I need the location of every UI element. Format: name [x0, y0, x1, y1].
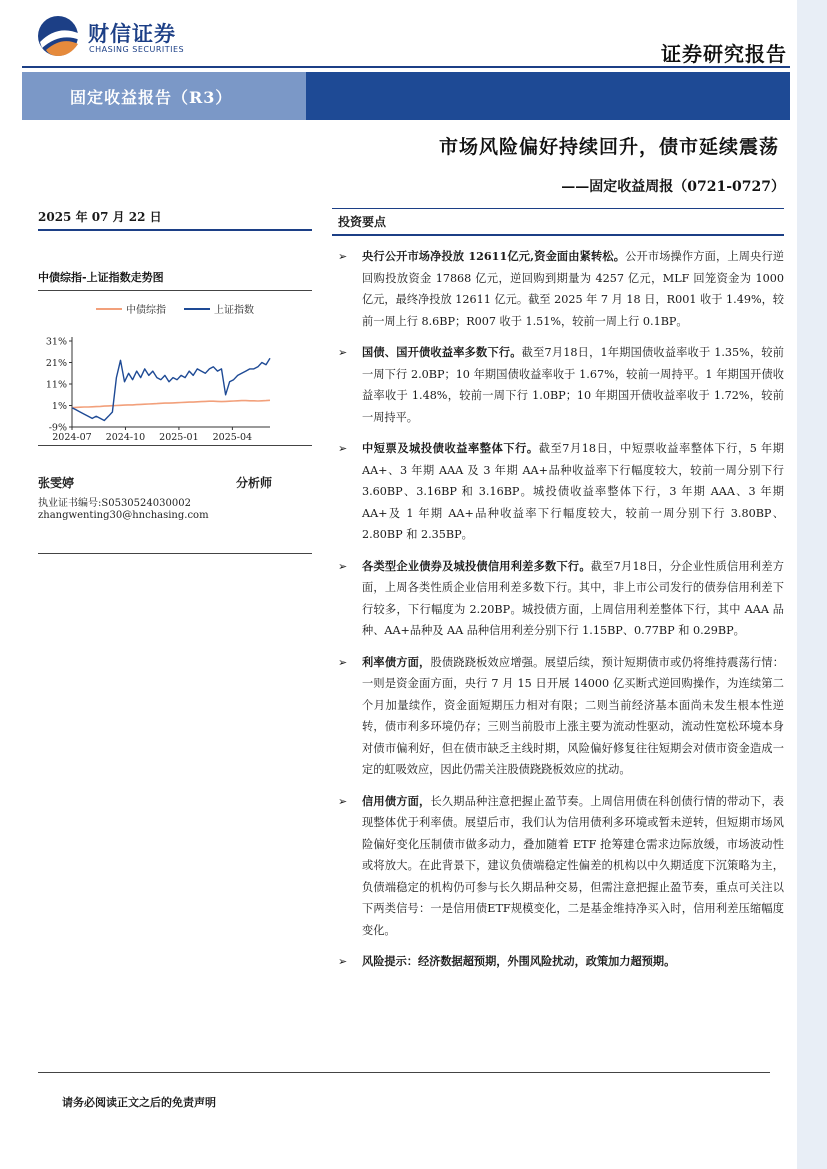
highlight-body: 股债跷跷板效应增强。展望后续，预计短期债市或仍将维持震荡行情：一则是资金面方面，央行 7 月 15 日开展 14000 亿买断式逆回购操作，为连续第二个月加量续作，资金面短期压力相对有限；二则当前经济基本面尚未发生根本性逆转，债市利多环境仍存；三则当前股市上涨主要为流动性驱动，流动性宽松环境本身对债市偏利好，但在债市缺乏主线时期，风险偏好修复往往短期会对债市资金造成一定的虹吸效应，因此仍需关注股债跷跷板效应的扰动。	[362, 655, 784, 776]
highlight-item	[332, 438, 784, 546]
analyst-cert: 执业证书编号:S0530524030002	[38, 498, 191, 509]
logo-text-cn: 财信证券	[88, 22, 176, 46]
highlight-lead: 中短票及城投债收益率整体下行。	[362, 441, 539, 455]
arrow-bullet-icon: ➢	[338, 442, 348, 455]
right-edge-strip	[797, 0, 827, 1169]
highlight-lead: 利率债方面，	[362, 654, 431, 669]
highlights-list	[332, 246, 784, 973]
highlight-body: 截至7月18日，1年期国债收益率收于 1.35%，较前一周下行 2.0BP；10 年期国债收益率收于 1.67%，较前一周持平。1 年期国开债收益率收于 1.48%，较前一周下行 1.0BP；10 年期国开债收益率收于 1.72%，较前一周持平。	[362, 346, 784, 424]
y-tick-label: 21%	[45, 358, 67, 369]
highlight-item	[332, 652, 784, 781]
chart-divider	[38, 445, 312, 446]
page-subtitle: ——固定收益周报（0721-0727）	[561, 179, 785, 195]
arrow-bullet-icon: ➢	[338, 955, 348, 968]
report-date: 2025 年 07 月 22 日	[38, 208, 312, 231]
highlight-item	[332, 556, 784, 642]
footer-divider	[38, 1072, 770, 1073]
sidebar-column	[38, 208, 312, 554]
highlight-lead: 信用债方面，	[362, 793, 431, 808]
series-line-sse-index	[72, 358, 270, 420]
y-tick-label: 1%	[51, 401, 67, 412]
arrow-bullet-icon: ➢	[338, 794, 348, 808]
highlight-lead: 风险提示：经济数据超预期，外围风险扰动，政策加力超预期。	[362, 954, 676, 968]
highlights-heading: 投资要点	[332, 208, 784, 236]
category-banner	[22, 72, 790, 120]
header-divider	[22, 66, 790, 68]
logo-text-en: CHASING SECURITIES	[89, 45, 185, 54]
highlight-item	[332, 951, 784, 973]
arrow-bullet-icon: ➢	[338, 655, 348, 669]
banner-fill	[306, 72, 790, 120]
arrow-bullet-icon: ➢	[338, 559, 348, 573]
analyst-name: 张雯婷	[38, 476, 75, 490]
y-tick-label: 31%	[45, 336, 67, 348]
highlight-item	[332, 342, 784, 428]
arrow-bullet-icon: ➢	[338, 346, 348, 359]
x-tick-label: 2025-01	[159, 432, 199, 443]
disclaimer-text: 请务必阅读正文之后的免责声明	[62, 1096, 216, 1109]
analyst-divider	[38, 553, 312, 554]
x-tick-label: 2024-10	[105, 432, 146, 443]
highlight-body: 截至7月18日，中短票收益率整体下行，5 年期 AA+、3 年期 AAA 及 3 年期 AA+品种收益率下行幅度较大，较前一周分别下行 3.60BP、3.16BP 和 3.16BP。城投债收益率整体下行，3 年期 AAA、3 年期 AA+及 1 年期 AA+品种收益率下行幅度较大，较前一周分别下行 3.80BP、2.80BP 和 2.35BP。	[362, 442, 784, 541]
logo-mark-icon	[36, 14, 82, 58]
analyst-role: 分析师	[235, 476, 272, 490]
index-trend-chart	[38, 297, 312, 443]
highlight-body: 公开市场操作方面，上周央行逆回购投放资金 17868 亿元，逆回购到期量为 4257 亿元，MLF 回笼资金为 1000 亿元，最终净投放 12611 亿元。截至 2025 年 7 月 18 日，R001 收于 1.49%，较前一周上行 8.6BP；R007 收于 1.51%，较前一周上行 0.1BP。	[362, 250, 784, 328]
report-type-label: 证券研究报告	[661, 42, 787, 66]
highlight-body: 长久期品种注意把握止盈节奏。上周信用债在科创债行情的带动下，表现整体优于利率债。展望后市，我们认为信用债利多环境或暂未逆转，但短期市场风险偏好变化压制债市做多动力，叠加随着 ETF 抢筹建仓需求边际放缓，市场波动性或将放大。在此背景下，建议负债端稳定性偏差的机构以中久期适度下沉策略为主，负债端稳定的机构仍可参与长久期品种交易，但需注意把握止盈节奏，重点可关注以下两类信号：一是信用债ETF规模变化，二是基金维持净买入时，信用利差压缩幅度变化。	[362, 794, 784, 937]
company-logo	[36, 14, 196, 58]
y-tick-label: -9%	[48, 422, 67, 434]
chart-svg	[38, 297, 312, 443]
x-tick-label: 2024-07	[52, 432, 92, 443]
highlight-body: 截至7月18日，分企业性质信用利差方面，上周各类性质企业信用利差多数下行。其中，非上市公司发行的债券信用利差下行较多，下行幅度为 2.20BP。城投债方面，上周信用利差整体下行，其中 AAA 品种、AA+品种及 AA 品种信用利差分别下行 1.15BP、0.77BP 和 0.29BP。	[362, 559, 784, 637]
legend-label: 上证指数	[214, 305, 254, 316]
chart-title: 中债综指-上证指数走势图	[38, 269, 312, 291]
analyst-email: zhangwenting30@hnchasing.com	[38, 510, 209, 521]
banner-label: 固定收益报告（R3）	[22, 72, 306, 120]
arrow-bullet-icon: ➢	[338, 250, 348, 263]
y-tick-label: 11%	[45, 379, 67, 391]
page-title: 市场风险偏好持续回升，债市延续震荡	[438, 136, 779, 158]
series-line-bond-index	[72, 400, 270, 407]
highlight-item	[332, 246, 784, 332]
highlight-lead: 央行公开市场净投放 12611亿元,资金面由紧转松。	[362, 249, 626, 263]
highlight-item	[332, 791, 784, 942]
x-tick-label: 2025-04	[212, 432, 253, 443]
highlights-column	[332, 208, 784, 973]
highlight-lead: 各类型企业债券及城投债信用利差多数下行。	[362, 558, 591, 573]
legend-label: 中债综指	[126, 305, 166, 316]
highlight-lead: 国债、国开债收益率多数下行。	[362, 345, 522, 359]
analyst-block	[38, 474, 312, 521]
